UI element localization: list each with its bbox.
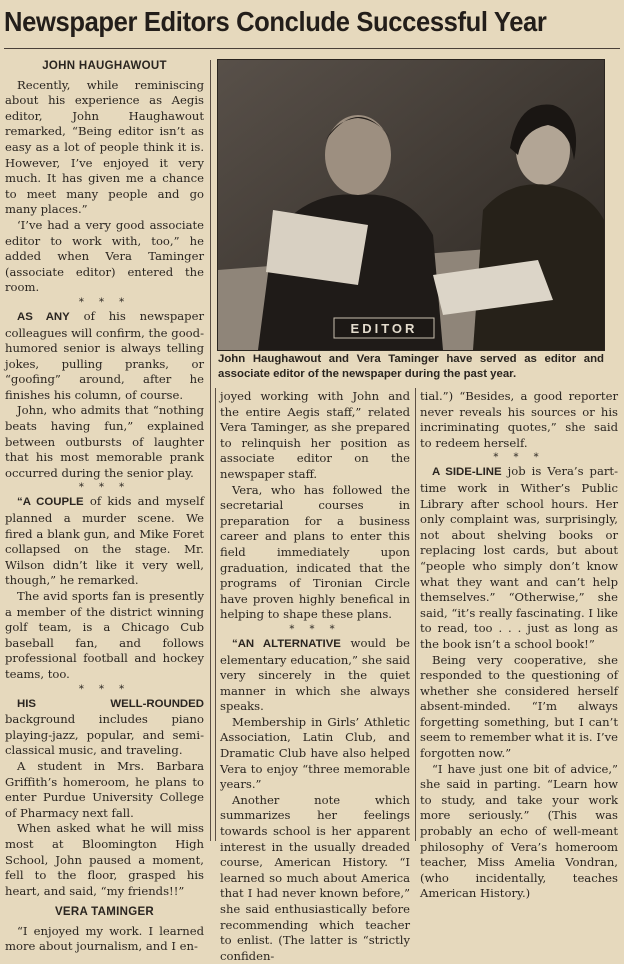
section-stars: * * *	[78, 482, 131, 494]
paragraph: “I have just one bit of advice,” she said in parting. “Learn how to study, and take your work more seriously.” (This was probably an echo of well-meant philosophy of Vera’s homeroom teacher, Miss Amelia Vondran, (who incidentally, teaches American History.)	[420, 761, 618, 901]
paragraph: John, who admits that “nothing beats having fun,” explained between outbursts of laughter that his most memorable prank occurred during the senior play.	[5, 403, 204, 480]
paragraph: Membership in Girls’ Athletic Association, Latin Club, and Dramatic Club have also helped Vera to enjoy “three memorable years.”	[220, 714, 410, 792]
paragraph: joyed working with John and the entire Aegis staff,” related Vera Taminger, as she prepared to relinquish her position as associate editor on the newspaper staff.	[220, 389, 410, 481]
paragraph: Being very cooperative, she responded to the questioning of whether she considered herself absent-minded. “I’m always forgetting something, but I can’t seem to remember what it is. I’ve forgotten now.”	[420, 652, 618, 761]
john-head	[325, 115, 391, 195]
column-rule	[215, 388, 216, 841]
paragraph-text: background includes piano playing-jazz, popular, and semi-classical music, and traveling.	[5, 712, 204, 758]
lead-in: “AN ALTERNATIVE	[232, 637, 341, 650]
paragraph	[220, 636, 410, 715]
paragraph	[5, 309, 204, 404]
editor-sign-text: EDITOR	[350, 321, 418, 336]
paragraph: When asked what he will miss most at Bloomington High School, John paused a moment, fell to the floor, grasped his heart, and said, “my friends!!”	[5, 821, 204, 898]
paragraph: ‘I’ve had a very good associate editor to work with, too,” he added when Vera Taminger (associate editor) entered the room.	[5, 217, 204, 295]
headline-rule	[4, 48, 620, 49]
headline: Newspaper Editors Conclude Successful Year	[4, 6, 547, 37]
paragraph: Recently, while reminiscing about his experience as Aegis editor, John Haughawout remarked, “Being editor isn’t as easy as a lot of people think it is. However, I’ve enjoyed it very much. It has given me a chance to meet many people and go many places.”	[5, 77, 204, 217]
section-stars: * * *	[289, 623, 341, 635]
byline-john: JOHN HAUGHAWOUT	[42, 60, 167, 72]
paragraph: The avid sports fan is presently a member of the district winning golf team, is a Chicago Cub baseball fan, and follows professional football and hockey teams, too.	[5, 589, 204, 681]
photo-caption: John Haughawout and Vera Taminger have served as editor and associate editor of the newspaper during the past year.	[218, 353, 604, 380]
paragraph	[5, 494, 204, 589]
paragraph: Vera, who has followed the secretarial courses in preparation for a business career and plans to enter this field immediately upon graduation, indicated that the programs of Tironian Circle have proven highly benefical in helping to shape these plans.	[220, 482, 410, 622]
section-stars: * * *	[78, 683, 131, 695]
paragraph: “I enjoyed my work. I learned more about journalism, and I en-	[5, 923, 204, 954]
lead-in: HIS WELL-ROUNDED	[17, 697, 204, 710]
paragraph-text: of his newspaper colleagues will confirm, the good-humored senior is always telling jokes, pulling pranks, or “goofing” around, after he finishes his column, of course.	[5, 308, 204, 402]
editors-photo	[217, 59, 605, 351]
column-1	[5, 57, 204, 954]
paragraph: A student in Mrs. Barbara Griffith’s homeroom, he plans to enter Purdue University College of Pharmacy next fall.	[5, 758, 204, 820]
column-rule	[415, 388, 416, 841]
column-2	[220, 389, 410, 963]
paragraph: Another note which summarizes her feelings towards school is her apparent interest in the usually dreaded course, American History. “I learned so much about America that I had never known before,” she said enthusiastically before recommending which teacher to enlist. (The latter is “strictly confiden-	[220, 792, 410, 963]
byline-vera: VERA TAMINGER	[54, 906, 155, 919]
lead-in: “A COUPLE	[17, 496, 84, 509]
paragraph	[420, 464, 618, 652]
photo-illustration	[218, 60, 604, 350]
section-stars: * * *	[78, 296, 131, 308]
lead-in: A SIDE-LINE	[432, 466, 502, 479]
paragraph: tial.”) “Besides, a good reporter never reveals his sources or his incriminating quotes,” she said to redeem herself.	[420, 389, 618, 450]
paragraph-text: of kids and myself planned a murder scene. We fired a blank gun, and Mike Foret collapsed on the stage. Mr. Wilson didn’t like it very well, though,” he remarked.	[5, 494, 204, 588]
column-3	[420, 389, 619, 901]
section-stars: * * *	[493, 452, 545, 464]
paragraph-text: would be elementary education,” she said very sincerely in the quiet manner in which she always speaks.	[220, 635, 410, 714]
paragraph-text: job is Vera’s part-time work in Wither’s Public Library after school hours. Her only complaint was, surprisingly, not about shelving books or replacing lost cards, but about “people who simply don’t know what they want and can’t help themselves.” “Otherwise,” she said, “it’s really fascinating. I like to read, too . . . just as long as the book isn’t a school book!”	[420, 464, 619, 651]
paragraph	[5, 696, 204, 759]
column-rule	[210, 60, 211, 841]
lead-in: AS ANY	[17, 310, 70, 323]
